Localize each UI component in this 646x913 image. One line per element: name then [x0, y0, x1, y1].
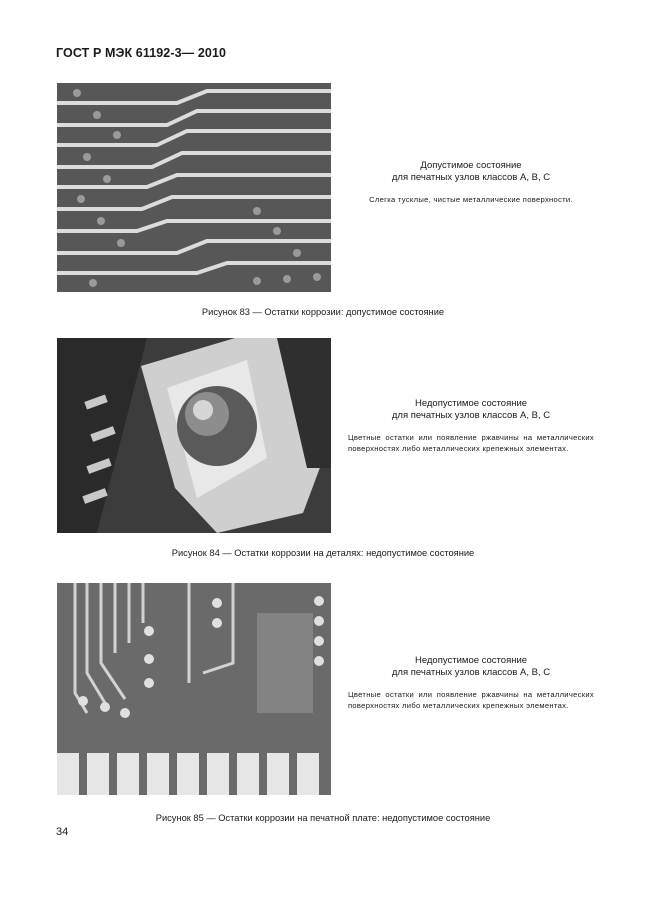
figure-83-status-line2: для печатных узлов классов А, В, С	[391, 172, 551, 183]
figure-85-description	[348, 655, 594, 711]
figure-85-photo	[57, 583, 331, 795]
figure-84-note: Цветные остатки или появление ржавчины на металлических поверхностях либо металлических крепежных элементах.	[348, 433, 594, 453]
figure-85-status-line1: Недопустимое состояние	[414, 655, 528, 666]
figure-84-caption: Рисунок 84 — Остатки коррозии на деталях: недопустимое состояние	[171, 548, 475, 558]
document-header: ГОСТ Р МЭК 61192-3— 2010	[56, 46, 227, 60]
figure-84-status-line1: Недопустимое состояние	[414, 398, 528, 409]
figure-85-note: Цветные остатки или появление ржавчины на металлических поверхностях либо металлических крепежных элементах.	[348, 690, 594, 710]
page-number: 34	[56, 826, 69, 838]
figure-83-note: Слегка тусклые, чистые металлические поверхности.	[369, 195, 573, 204]
figure-83-description	[348, 160, 594, 205]
figure-85-status-line2: для печатных узлов классов А, В, С	[391, 667, 551, 678]
figure-83-caption: Рисунок 83 — Остатки коррозии: допустимое состояние	[201, 307, 445, 317]
figure-84-status-line2: для печатных узлов классов А, В, С	[391, 410, 551, 421]
figure-84-photo	[57, 338, 331, 533]
figure-85-caption: Рисунок 85 — Остатки коррозии на печатной плате: недопустимое состояние	[155, 813, 491, 823]
figure-83-photo	[57, 83, 331, 292]
figure-83-status-line1: Допустимое состояние	[420, 160, 522, 171]
figure-84-description	[348, 398, 594, 454]
